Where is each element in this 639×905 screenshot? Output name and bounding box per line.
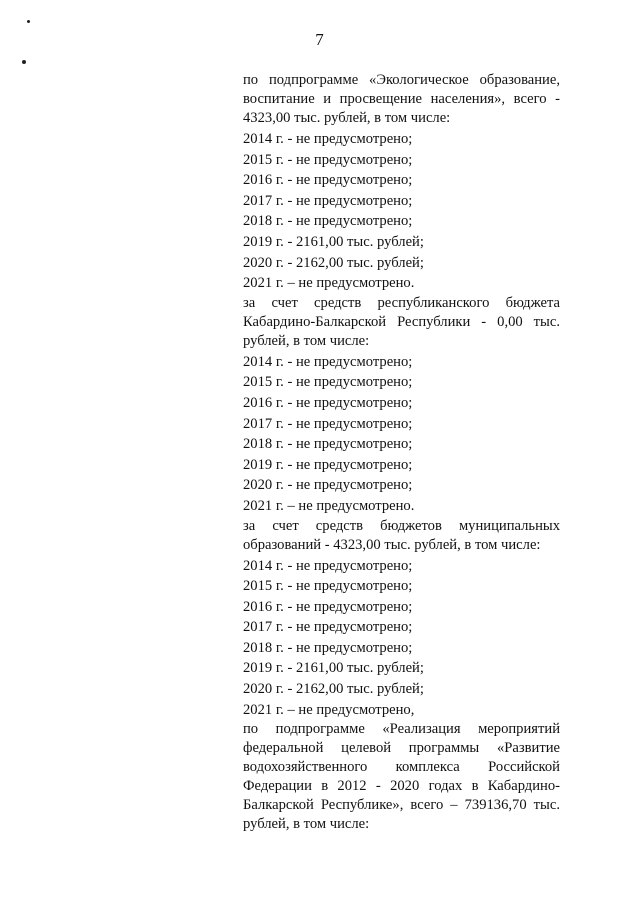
funding-year-line: 2018 г. - не предусмотрено; xyxy=(243,213,413,230)
funding-year-line: 2014 г. - не предусмотрено; xyxy=(243,353,413,370)
funding-year-line: 2018 г. - не предусмотрено; xyxy=(243,639,413,656)
funding-year-line: 2019 г. - не предусмотрено; xyxy=(243,456,413,473)
page-number: 7 xyxy=(315,30,324,49)
funding-year-line: 2018 г. - не предусмотрено; xyxy=(243,436,413,453)
funding-year-line: 2016 г. - не предусмотрено; xyxy=(243,394,413,411)
funding-year-line: 2019 г. - 2161,00 тыс. рублей; xyxy=(243,233,424,250)
funding-year-line: 2021 г. – не предусмотрено. xyxy=(243,275,415,292)
funding-year-line: 2020 г. - не предусмотрено; xyxy=(243,477,413,494)
funding-year-line: 2017 г. - не предусмотрено; xyxy=(243,619,413,636)
scan-speck xyxy=(22,60,26,64)
funding-year-line: 2014 г. - не предусмотрено; xyxy=(243,131,413,147)
funding-year-line: 2020 г. - 2162,00 тыс. рублей; xyxy=(243,254,424,271)
republican-budget-intro: за счет средств республиканского бюджета Кабардино-Балкарской Республики - 0,00 тыс. рублей, в том числе: xyxy=(243,294,560,349)
funding-year-line: 2021 г. – не предусмотрено, xyxy=(243,701,415,718)
funding-year-line: 2021 г. – не предусмотрено. xyxy=(243,497,415,514)
funding-year-line: 2016 г. - не предусмотрено; xyxy=(243,172,413,189)
funding-year-line: 2015 г. - не предусмотрено; xyxy=(243,374,413,391)
funding-year-line: 2015 г. - не предусмотрено; xyxy=(243,578,413,595)
subprogram-ecology-intro: по подпрограмме «Экологическое образование, воспитание и просвещение населения», всего - 4323,00 тыс. рублей, в том числе: xyxy=(243,72,560,126)
funding-year-line: 2015 г. - не предусмотрено; xyxy=(243,151,413,168)
funding-year-line: 2017 г. - не предусмотрено; xyxy=(243,192,413,209)
funding-year-line: 2017 г. - не предусмотрено; xyxy=(243,415,413,432)
subprogram-water-intro: по подпрограмме «Реализация мероприятий федеральной целевой программы «Развитие водохозяйственного комплекса Российской Федерации в 2012 - 2020 годах в Кабардино-Балкарской Республике», всего – 739136,70 тыс. рублей, в том числе: xyxy=(243,721,560,833)
funding-year-line: 2019 г. - 2161,00 тыс. рублей; xyxy=(243,660,424,677)
document-body xyxy=(243,71,560,834)
funding-year-line: 2016 г. - не предусмотрено; xyxy=(243,598,413,615)
municipal-budget-intro: за счет средств бюджетов муниципальных образований - 4323,00 тыс. рублей, в том числе: xyxy=(243,517,560,553)
funding-year-line: 2020 г. - 2162,00 тыс. рублей; xyxy=(243,681,424,698)
funding-year-line: 2014 г. - не предусмотрено; xyxy=(243,557,413,574)
scan-speck xyxy=(27,20,30,23)
